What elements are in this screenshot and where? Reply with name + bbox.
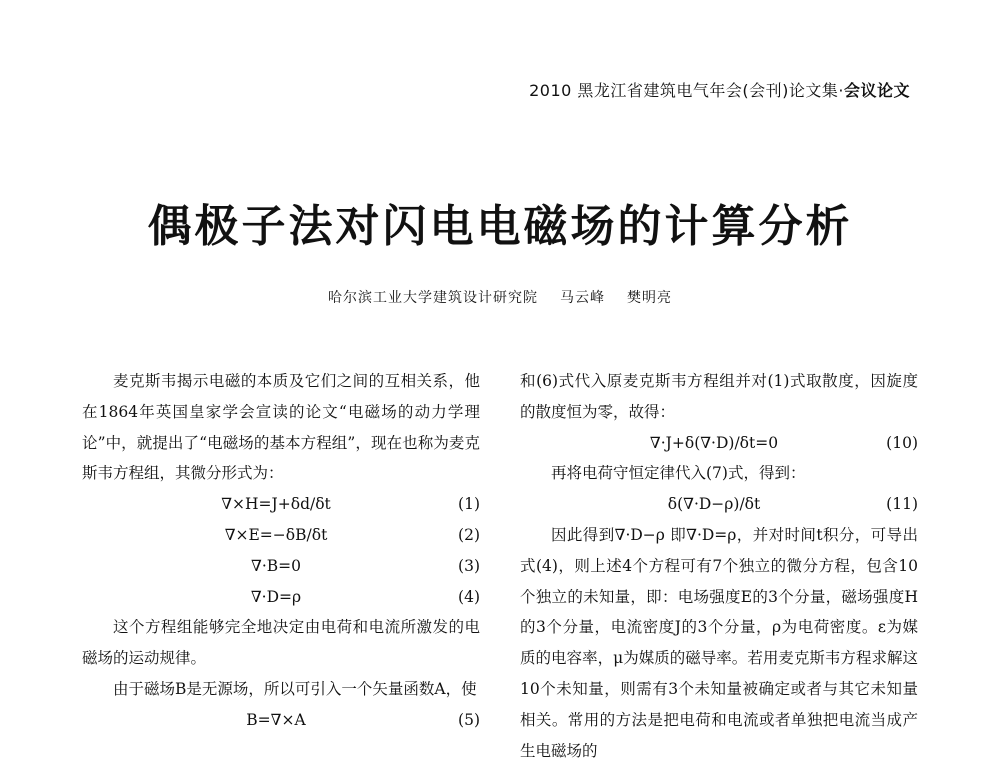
equation-formula: ∇·B=0 xyxy=(251,556,301,575)
paragraph: 这个方程组能够完全地决定由电荷和电流所激发的电磁场的运动规律。 xyxy=(82,618,480,668)
left-column xyxy=(82,366,480,736)
equation-formula: ∇×E=−δB/δt xyxy=(224,525,328,544)
equation xyxy=(82,489,480,520)
equation-number: (1) xyxy=(458,495,480,514)
paper-title: 偶极子法对闪电电磁场的计算分析 xyxy=(147,201,853,252)
right-column xyxy=(520,366,918,766)
equation-number: (3) xyxy=(458,556,480,575)
affiliation: 哈尔滨工业大学建筑设计研究院 xyxy=(328,290,538,306)
equation-number: (11) xyxy=(886,495,918,514)
equation xyxy=(82,551,480,582)
section-label: 会议论文 xyxy=(843,81,910,100)
equation-number: (4) xyxy=(458,587,480,606)
paragraph: 麦克斯韦揭示电磁的本质及它们之间的互相关系，他在1864年英国皇家学会宣读的论文“电磁场的动力学理论”中，就提出了“电磁场的基本方程组”，现在也称为麦克斯韦方程组，其微分形式为： xyxy=(82,372,480,483)
author-name: 马云峰 xyxy=(560,290,605,306)
equation-formula: ∇·D=ρ xyxy=(250,587,302,606)
equation-formula: B=∇×A xyxy=(246,710,306,729)
author-name: 樊明亮 xyxy=(627,290,672,306)
equation xyxy=(520,489,918,520)
running-header xyxy=(529,78,910,101)
paragraph: 因此得到∇·D−ρ 即∇·D=ρ，并对时间t积分，可导出式(4)，则上述4个方程可有7个独立的微分方程，包含10个独立的未知量，即：电场强度E的3个分量，磁场强度H的3个分量，电流密度J的3个分量，ρ为电荷密度。ε为媒质的电容率，μ为媒质的磁导率。若用麦克斯韦方程求解这10个未知量，则需有3个未知量被确定或者与其它未知量相关。常用的方法是把电荷和电流或者单独把电流当成产生电磁场的 xyxy=(520,525,918,760)
author-line xyxy=(0,287,1000,307)
equation xyxy=(82,582,480,613)
paragraph: 由于磁场B是无源场，所以可引入一个矢量函数A，使 xyxy=(113,679,477,698)
equation-number: (10) xyxy=(886,433,918,452)
equation-formula: ∇×H=J+δd/δt xyxy=(221,495,331,514)
equation-formula: ∇·J+δ(∇·D)/δt=0 xyxy=(649,433,779,452)
equation xyxy=(82,705,480,736)
equation-number: (5) xyxy=(458,710,480,729)
paragraph: 再将电荷守恒定律代入(7)式，得到： xyxy=(551,464,806,483)
journal-name: 2010 黑龙江省建筑电气年会(会刊)论文集· xyxy=(529,81,844,100)
paragraph: 和(6)式代入原麦克斯韦方程组并对(1)式取散度，因旋度的散度恒为零，故得： xyxy=(520,372,918,421)
equation xyxy=(82,520,480,551)
equation-number: (2) xyxy=(458,525,480,544)
equation-formula: δ(∇·D−ρ)/δt xyxy=(667,495,761,514)
equation xyxy=(520,428,918,459)
